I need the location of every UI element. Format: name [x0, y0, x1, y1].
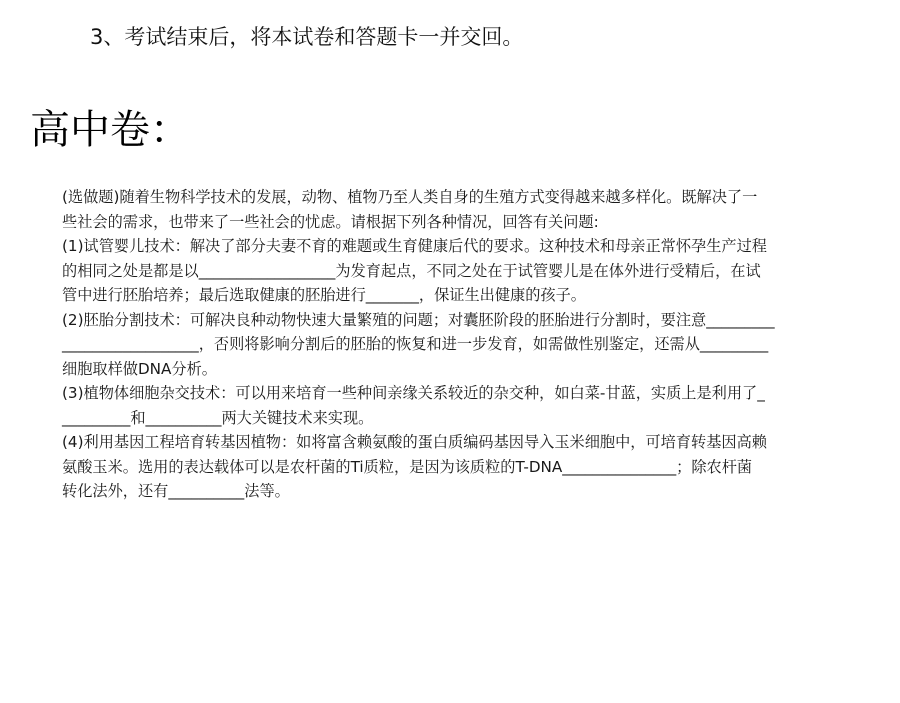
- question-block: [62, 185, 852, 504]
- question-intro-line: (选做题)随着生物科学技术的发展，动物、植物乃至人类自身的生殖方式变得越来越多样化。既解决了一: [62, 188, 758, 206]
- question-part-1-line: 的相同之处是都是以__________________为发育起点，不同之处在于试管婴儿是在体外进行受精后，在试: [62, 261, 761, 280]
- question-intro-line: 些社会的需求，也带来了一些社会的忧虑。请根据下列各种情况，回答有关问题:: [62, 212, 599, 231]
- question-part-4-line: (4)利用基因工程培育转基因植物：如将富含赖氨酸的蛋白质编码基因导入玉米细胞中，可培育转基因高赖: [62, 433, 767, 451]
- question-part-3-line: (3)植物体细胞杂交技术：可以用来培育一些种间亲缘关系较近的杂交种，如白菜-甘蓝，实质上是利用了_: [62, 384, 765, 402]
- question-part-3-line: _________和__________两大关键技术来实现。: [62, 408, 374, 427]
- question-part-4-line: 转化法外，还有__________法等。: [62, 482, 290, 500]
- question-part-2-line: (2)胚胎分割技术：可解决良种动物快速大量繁殖的问题；对囊胚阶段的胚胎进行分割时，要注意_________: [62, 310, 775, 329]
- section-title: 高中卷：: [30, 107, 190, 153]
- question-part-1-line: (1)试管婴儿技术：解决了部分夫妻不育的难题或生育健康后代的要求。这种技术和母亲正常怀孕生产过程: [62, 237, 767, 255]
- question-part-4-line: 氨酸玉米。选用的表达载体可以是农杆菌的Ti质粒，是因为该质粒的T-DNA_______________；除农杆菌: [62, 457, 753, 476]
- question-part-2-line: __________________，否则将影响分割后的胚胎的恢复和进一步发育，如需做性别鉴定，还需从_________: [62, 335, 769, 353]
- question-part-2-line: 细胞取样做DNA分析。: [62, 359, 217, 378]
- exam-instruction-item-3: 3、考试结束后，将本试卷和答题卡一并交回。: [90, 25, 524, 49]
- question-part-1-line: 管中进行胚胎培养；最后选取健康的胚胎进行_______，保证生出健康的孩子。: [62, 286, 586, 304]
